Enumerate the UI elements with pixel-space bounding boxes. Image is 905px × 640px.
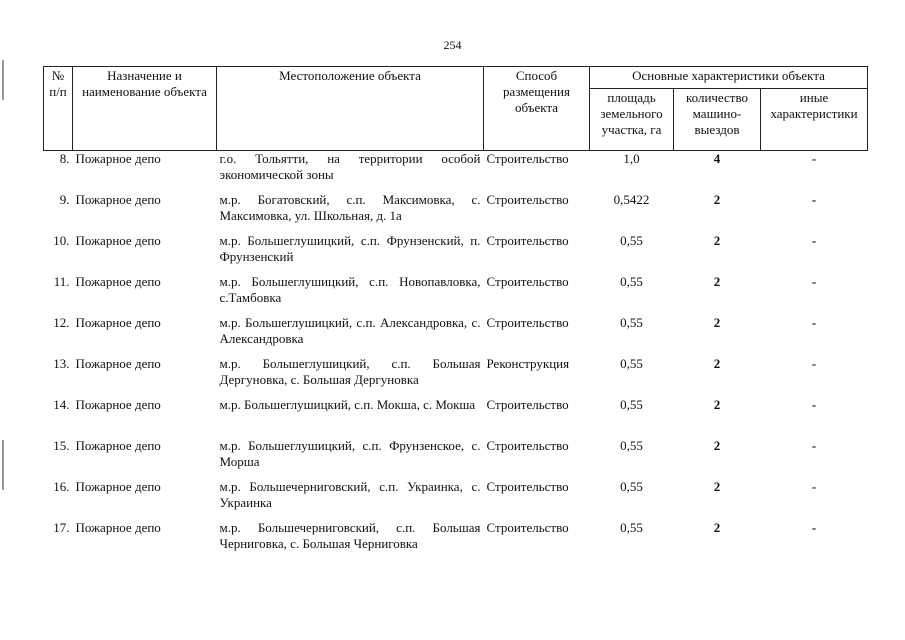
row-num: 10. [53,232,70,248]
table-row [44,315,868,356]
row-count: 4 [713,151,721,166]
row-num: 9. [59,191,70,207]
row-area: 0,55 [620,232,643,248]
row-other: - [811,478,817,494]
row-other: - [811,232,817,248]
table-row [44,438,868,479]
row-other: - [811,355,817,371]
table-row [44,520,868,561]
header-num: № п/п [44,67,73,151]
row-name: Пожарное депо [75,232,161,248]
row-num: 15. [53,437,70,453]
header-location: Местоположение объекта [217,67,484,151]
table-row [44,192,868,233]
row-location: м.р. Большеглушицкий, с.п. Фрунзенское, с. Морша [219,437,481,469]
row-other: - [811,437,817,453]
scan-edge-mark [2,60,4,100]
row-name: Пожарное депо [75,478,161,494]
table-row [44,233,868,274]
row-method: Строительство [486,396,569,412]
row-area: 0,55 [620,355,643,371]
row-name: Пожарное депо [75,396,161,412]
row-count: 2 [713,478,721,494]
document-table [43,66,868,561]
row-area: 0,5422 [613,191,650,207]
row-count: 2 [713,191,721,207]
row-num: 17. [53,519,70,535]
row-num: 12. [53,314,70,330]
row-method: Строительство [486,273,569,289]
row-other: - [811,151,817,166]
table-row [44,356,868,397]
row-name: Пожарное депо [75,151,161,166]
header-name: Назначение и наименование объекта [73,67,217,151]
row-area: 1,0 [623,151,640,166]
row-count: 2 [713,396,721,412]
row-area: 0,55 [620,314,643,330]
table-row [44,274,868,315]
row-name: Пожарное депо [75,314,161,330]
row-count: 2 [713,273,721,289]
row-location: м.р. Большеглушицкий, с.п. Фрунзенский, п. Фрунзенский [219,232,481,264]
row-location: м.р. Большечерниговский, с.п. Украинка, с. Украинка [219,478,481,510]
row-method: Строительство [486,314,569,330]
row-name: Пожарное депо [75,355,161,371]
row-num: 13. [53,355,70,371]
row-method: Строительство [486,151,569,166]
table-row [44,397,868,438]
row-method: Строительство [486,519,569,535]
row-count: 2 [713,232,721,248]
table-row [44,151,868,192]
row-other: - [811,396,817,412]
table-row [44,479,868,520]
row-location: м.р. Большеглушицкий, с.п. Александровка, с. Александровка [219,314,481,346]
row-name: Пожарное депо [75,273,161,289]
row-other: - [811,314,817,330]
header-main-characteristics: Основные характеристики объекта [590,67,868,89]
row-name: Пожарное депо [75,519,161,535]
page-number: 254 [443,38,462,52]
row-count: 2 [713,314,721,330]
row-area: 0,55 [620,519,643,535]
row-num: 14. [53,396,70,412]
row-method: Строительство [486,478,569,494]
header-count: количество машино-выездов [674,89,761,151]
row-location: г.о. Тольятти, на территории особой экономической зоны [219,151,481,182]
row-other: - [811,273,817,289]
row-method: Строительство [486,232,569,248]
row-method: Строительство [486,437,569,453]
row-area: 0,55 [620,478,643,494]
row-location: м.р. Большечерниговский, с.п. Большая Черниговка, с. Большая Черниговка [219,519,481,551]
row-method: Строительство [486,191,569,207]
row-location: м.р. Богатовский, с.п. Максимовка, с. Максимовка, ул. Школьная, д. 1а [219,191,481,223]
row-area: 0,55 [620,396,643,412]
row-name: Пожарное депо [75,437,161,453]
header-method: Способ размещения объекта [484,67,590,151]
row-area: 0,55 [620,273,643,289]
row-location: м.р. Большеглушицкий, с.п. Новопавловка, с.Тамбовка [219,273,481,305]
row-other: - [811,519,817,535]
header-other: иные характеристики [761,89,868,151]
header-area: площадь земельного участка, га [590,89,674,151]
row-method: Реконструкция [486,355,570,371]
row-location: м.р. Большеглушицкий, с.п. Мокша, с. Мокша [219,396,476,412]
row-area: 0,55 [620,437,643,453]
row-num: 16. [53,478,70,494]
row-count: 2 [713,437,721,453]
row-num: 8. [59,151,70,166]
row-location: м.р. Большеглушицкий, с.п. Большая Дергуновка, с. Большая Дергуновка [219,355,481,387]
row-count: 2 [713,355,721,371]
row-other: - [811,191,817,207]
row-count: 2 [713,519,721,535]
row-name: Пожарное депо [75,191,161,207]
row-num: 11. [53,273,70,289]
scan-edge-mark [2,440,4,490]
